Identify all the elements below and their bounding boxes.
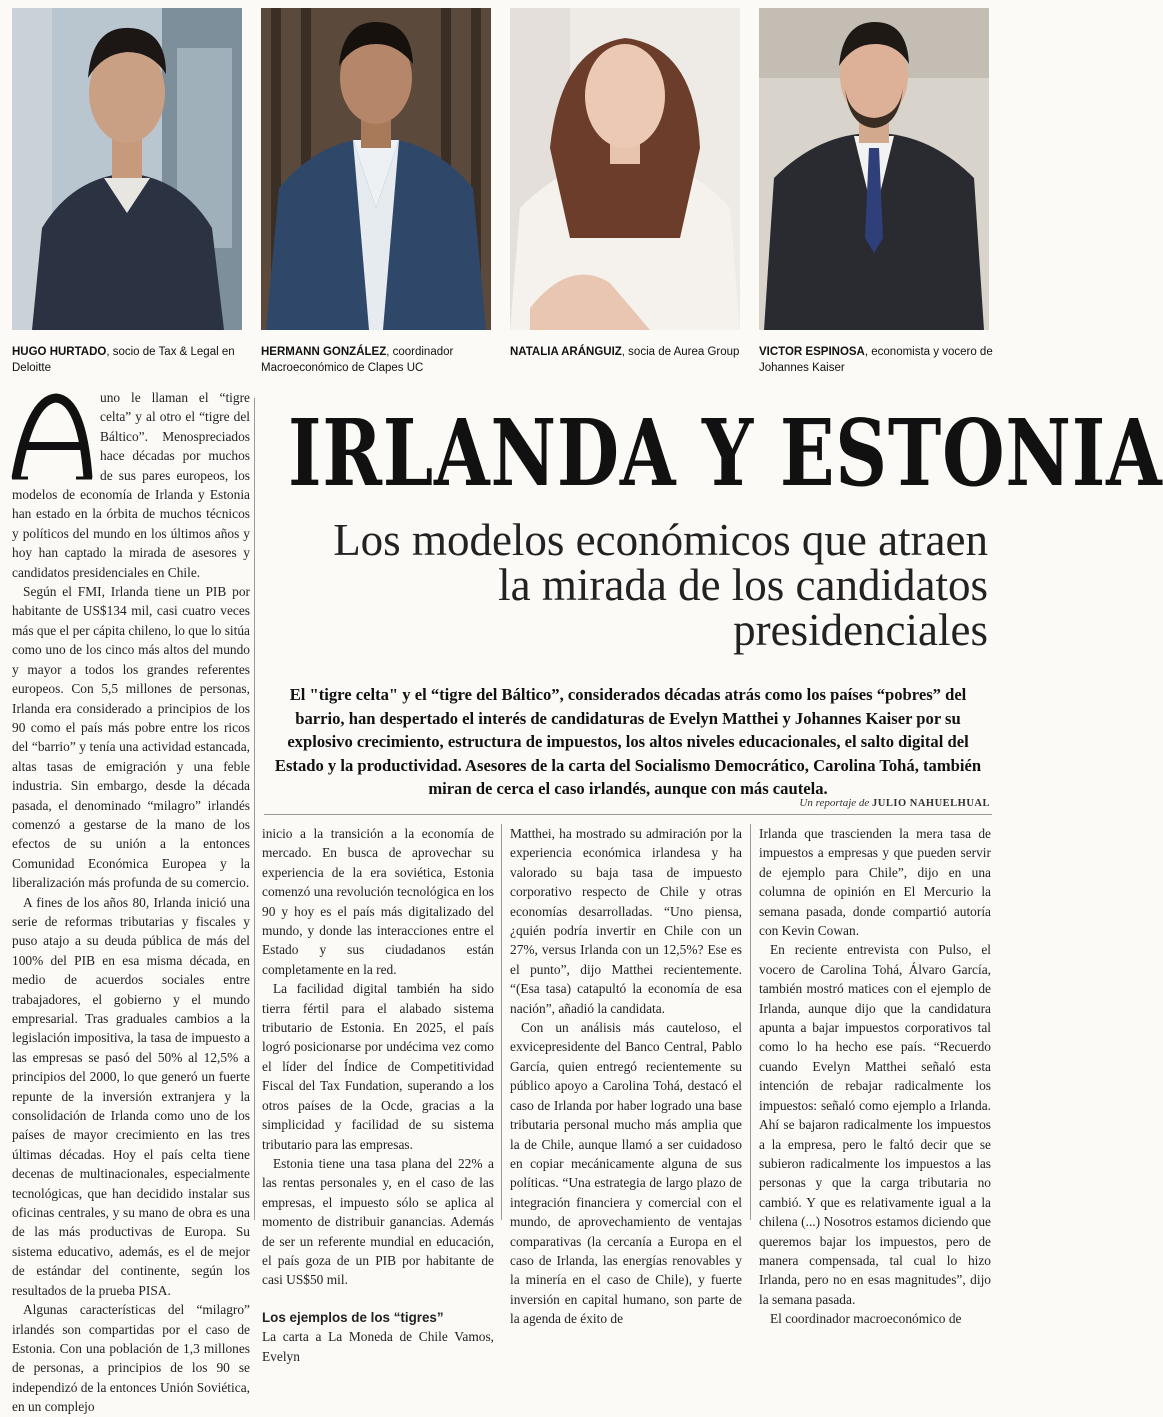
column-divider-2 <box>501 824 502 1220</box>
column-1 <box>12 388 250 1417</box>
col2-paragraph-4: La carta a La Moneda de Chile Vamos, Evelyn <box>262 1329 494 1364</box>
byline <box>620 797 990 809</box>
caption-name: HUGO HURTADO <box>12 346 107 358</box>
caption-natalia-aranguiz <box>510 344 750 360</box>
column-2 <box>262 824 494 1366</box>
col2-paragraph-3: Estonia tiene una tasa plana del 22% a las rentas personales y, en el caso de las empresas, el impuesto sólo se aplica al momento de distribuir ganancias. Además de ser un referente mundial en educación, el país goza de un PIB por habitante de casi US$50 mil. <box>262 1155 494 1288</box>
col4-paragraph-2: En reciente entrevista con Pulso, el vocero de Carolina Tohá, Álvaro García, también mostró matices con el ejemplo de Irlanda, aunque dijo que la candidatura apunta a bajar impuestos corporativos tal como lo ha hecho ese país. “Recuerdo cuando Evelyn Matthei señaló esta intención de rebajar radicalmente los impuestos: señaló como ejemplo a Irlanda. Ahí se bajaron radicalmente los impuestos a la empresa, pero le faltó decir que se subieron radicalmente los impuestos a las personas y que la carga tributaria no cambió. Y que es relativamente igual a la chilena (...) Nosotros estamos diciendo que queremos bajar los impuestos, pero de manera compensada, tal cual lo hizo Irlanda, pero no en esas magnitudes”, dijo la semana pasada. <box>759 942 991 1307</box>
lede: El "tigre celta" y el “tigre del Báltico”, considerados décadas atrás como los países “pobres” del barrio, han despertado el interés de candidaturas de Evelyn Matthei y Johannes Kaiser por su explosivo crecimiento, estructura de impuestos, los altos niveles educacionales, el salto digital del Estado y la productividad. Asesores de la carta del Socialismo Democrático, Carolina Tohá, también miran de cerca el caso irlandés, aunque con más cautela. <box>274 685 982 799</box>
caption-role: , economista y vocero de Johannes Kaiser <box>759 346 993 374</box>
col1-paragraph-3: A fines de los años 80, Irlanda inició una serie de reformas tributarias y fiscales y puso atajo a su deuda pública de más del 100% del PIB en esa misma década, en medio de acuerdos sociales entre trabajadores, el gobierno y el mundo empresarial. Tras graduales cambios a la legislación impositiva, la tasa de impuesto a las empresas se pasó del 50% al 12,5% a principios del 2000, lo que generó un fuerte repunte de la inversión extranjera y la consolidación de Irlanda como uno de los países de mayor crecimiento en las tres últimas décadas. Hoy el país celta tiene decenas de multinacionales, especialmente tecnológicas, que han decidido instalar sus oficinas centrales, y su mano de obra es una de las más productivas de Europa. Su sistema educativo, además, es el de mejor de estándar del continente, según los resultados de la prueba PISA. <box>12 894 250 1298</box>
col2-subtitle: Los ejemplos de los “tigres” <box>262 1309 444 1325</box>
caption-hugo-hurtado <box>12 344 252 376</box>
caption-role: , socio de Tax & Legal en Deloitte <box>12 346 235 374</box>
photo-hugo-hurtado <box>12 8 242 330</box>
caption-role: , coordinador Macroeconómico de Clapes UC <box>261 346 454 374</box>
byline-author: JULIO NAHUELHUAL <box>872 798 990 809</box>
col3-paragraph-2: Con un análisis más cauteloso, el exvicepresidente del Banco Central, Pablo García, quien entregó recientemente su público apoyo a Carolina Tohá, destacó el caso de Irlanda por haber logrado una base tributaria personal mucho más amplia que la de Chile, aunque llamó a ser cuidadoso en copiar mecánicamente alguna de sus políticas. “Una estrategia de largo plazo de integración financiera y comercial con el mundo, de aprovechamiento de ventajas comparativas (la cercanía a Europa en el caso de Irlanda, las energías renovables y la minería en el caso de Chile), y fuerte inversión en capital humano, son parte de la agenda de éxito de <box>510 1020 742 1327</box>
photo-victor-espinosa <box>759 8 989 330</box>
col2-paragraph-2: La facilidad digital también ha sido tierra fértil para el alabado sistema tributario de Estonia. En 2025, el país logró posicionarse por undécima vez como el líder del Índice de Competitividad Fiscal del Tax Fundation, superando a los otros países de la Ocde, gracias a la simplicidad y facilidad de su sistema tributario para las empresas. <box>262 981 494 1152</box>
dropcap-letter: A <box>52 456 53 457</box>
col1-paragraph-2: Según el FMI, Irlanda tiene un PIB por habitante de US$134 mil, casi cuatro veces más que el per cápita chileno, lo que lo sitúa como uno de los cinco más altos del mundo y mayor a todos los grandes referentes europeos. Con 5,5 millones de personas, Irlanda era considerado a principios de los 90 como el país más pobre entre los ricos del “barrio” y tenía una actividad estancada, altas tasas de emigración y una feble industria. Sin embargo, desde la década pasada, el denominado “milagro” irlandés comenzó a gestarse de la mano de los efectos de su unión a la entonces Comunidad Económica Europea y la liberalización más profunda de su comercio. <box>12 584 250 891</box>
caption-role: , socia de Aurea Group <box>621 346 740 358</box>
col1-paragraph-1: uno le llaman el “tigre celta” y al otro el “tigre del Báltico”. Menospreciados hace décadas por muchos de sus pares europeos, los modelos de economía de Irlanda y Estonia han estado en la órbita de muchos técnicos y políticos del mundo en los últimos años y hoy han captado la mirada de asesores y candidatos presidenciales en Chile. <box>12 390 250 580</box>
photo-natalia-aranguiz <box>510 8 740 330</box>
photo-hermann-gonzalez <box>261 8 491 330</box>
caption-victor-espinosa <box>759 344 999 376</box>
column-divider-1 <box>254 398 255 1220</box>
col4-paragraph-3: El coordinador macroeconómico de <box>770 1311 962 1327</box>
column-4 <box>759 824 991 1329</box>
column-3 <box>510 824 742 1329</box>
caption-hermann-gonzalez <box>261 344 501 376</box>
byline-prefix: Un reportaje de <box>799 797 870 809</box>
caption-name: HERMANN GONZÁLEZ <box>261 346 387 358</box>
col1-paragraph-4: Algunas características del “milagro” irlandés son compartidas por el caso de Estonia. Con una población de 1,3 millones de personas, a principios de los 90 se independizó de la entonces Unión Soviética, en un complejo <box>12 1302 250 1415</box>
column-divider-3 <box>750 824 751 1220</box>
caption-name: NATALIA ARÁNGUIZ <box>510 346 622 358</box>
headline: IRLANDA Y ESTONIA <box>288 399 1163 507</box>
dropcap <box>12 396 92 480</box>
col2-paragraph-1: inicio a la transición a la economía de mercado. En busca de aprovechar su experiencia de la era soviética, Estonia comenzó una revolución tecnológica en los 90 y hoy es el país más digitalizado del mundo, y donde las interacciones entre el Estado y sus ciudadanos están completamente en la red. <box>262 826 494 977</box>
subhead: Los modelos económicos que atraen la mirada de los candidatos presidenciales <box>333 515 988 655</box>
caption-name: VICTOR ESPINOSA <box>759 346 865 358</box>
col4-paragraph-1: Irlanda que trascienden la mera tasa de impuestos a empresas y que pueden servir de ejemplo para Chile”, dijo en una columna de opinión en El Mercurio la semana pasada, donde compartió autoría con Kevin Cowan. <box>759 826 991 939</box>
lede-divider <box>264 814 992 815</box>
col3-paragraph-1: Matthei, ha mostrado su admiración por la experiencia económica irlandesa y ha valorado su baja tasa de impuesto corporativo respecto de Chile y otras economías desarrolladas. “Uno piensa, ¿quién podría invertir en Chile con un 27%, versus Irlanda con un 12,5%? Ese es el punto”, dijo Matthei recientemente. “(Esa tasa) catapultó la economía de esa nación”, añadió la candidata. <box>510 826 742 1016</box>
